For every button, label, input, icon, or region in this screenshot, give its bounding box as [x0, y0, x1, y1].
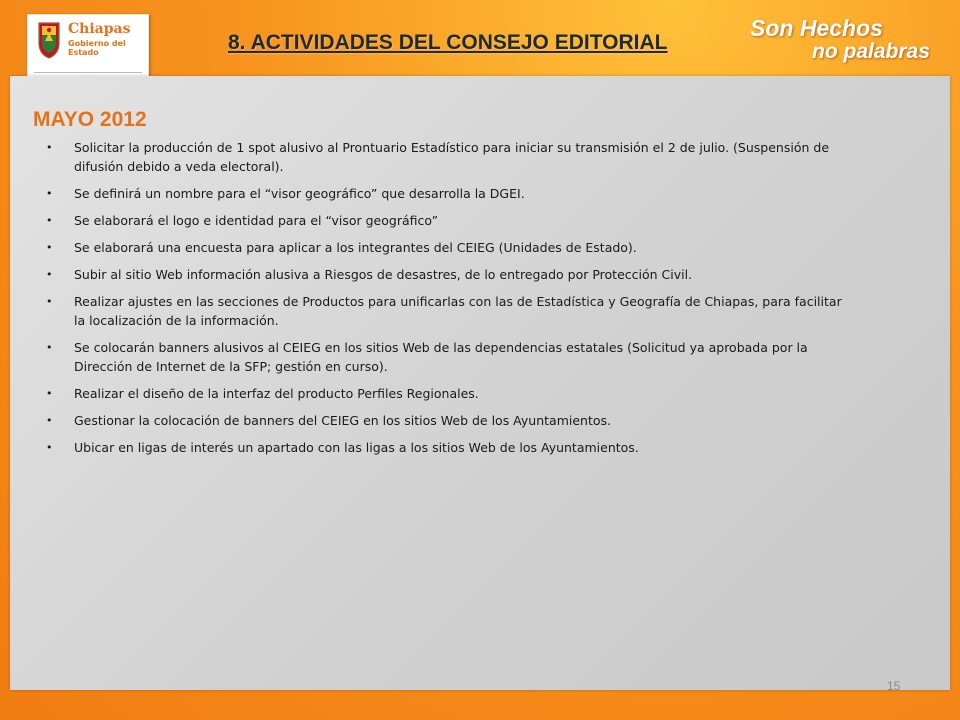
list-item — [46, 184, 856, 203]
bullet-icon: • — [46, 268, 53, 281]
list-item-text: Realizar el diseño de la interfaz del producto Perfiles Regionales. — [74, 386, 479, 401]
slide-title: 8. ACTIVIDADES DEL CONSEJO EDITORIAL — [228, 31, 668, 54]
list-item — [46, 211, 856, 230]
slogan — [750, 16, 945, 66]
logo-name: Chiapas — [68, 21, 131, 37]
list-item-text: Gestionar la colocación de banners del CEIEG en los sitios Web de los Ayuntamientos. — [74, 413, 611, 428]
list-item-text: Se elaborará el logo e identidad para el “visor geográfico” — [74, 213, 439, 228]
period-heading: MAYO 2012 — [33, 108, 147, 131]
slogan-line-1: Son Hechos — [750, 15, 883, 41]
list-item-text: Se elaborará una encuesta para aplicar a los integrantes del CEIEG (Unidades de Estado). — [74, 240, 637, 255]
list-item — [46, 338, 856, 376]
list-item — [46, 138, 856, 176]
list-item-text: Subir al sitio Web información alusiva a Riesgos de desastres, de lo entregado por Protección Civil. — [74, 267, 693, 282]
list-item-text: Realizar ajustes en las secciones de Productos para unificarlas con las de Estadística y Geografía de Chiapas, para facilitar la localización de la información. — [74, 294, 842, 328]
activity-list — [46, 138, 856, 465]
bullet-icon: • — [46, 241, 53, 254]
list-item — [46, 438, 856, 457]
bullet-icon: • — [46, 141, 53, 154]
list-item — [46, 292, 856, 330]
bullet-icon: • — [46, 441, 53, 454]
list-item-text: Solicitar la producción de 1 spot alusivo al Prontuario Estadístico para iniciar su transmisión el 2 de julio. (Suspensión de difusión debido a veda electoral). — [74, 140, 830, 174]
bullet-icon: • — [46, 341, 53, 354]
bullet-icon: • — [46, 414, 53, 427]
bullet-icon: • — [46, 214, 53, 227]
logo-subtitle: Gobierno del Estado — [68, 39, 126, 57]
bullet-icon: • — [46, 187, 53, 200]
list-item-text: Ubicar en ligas de interés un apartado con las ligas a los sitios Web de los Ayuntamientos. — [74, 440, 639, 455]
list-item — [46, 384, 856, 403]
list-item-text: Se colocarán banners alusivos al CEIEG en los sitios Web de las dependencias estatales (Solicitud ya aprobada por la Dirección de Internet de la SFP; gestión en curso). — [74, 340, 808, 374]
coat-of-arms-icon — [36, 21, 62, 59]
bullet-icon: • — [46, 295, 53, 308]
list-item — [46, 238, 856, 257]
list-item-text: Se definirá un nombre para el “visor geográfico” que desarrolla la DGEI. — [74, 186, 525, 201]
page-number: 15 — [887, 679, 901, 693]
list-item — [46, 411, 856, 430]
list-item — [46, 265, 856, 284]
logo-divider — [34, 72, 142, 73]
bullet-icon: • — [46, 387, 53, 400]
slogan-line-2: no palabras — [812, 40, 930, 63]
